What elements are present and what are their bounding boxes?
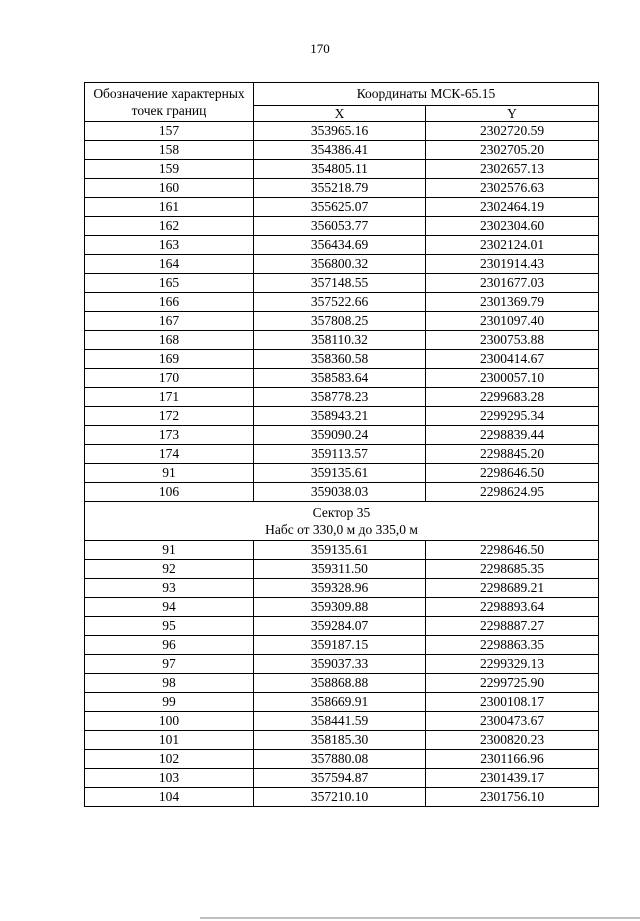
x-coordinate-cell: 356053.77 — [254, 217, 426, 236]
x-column-header: X — [254, 106, 426, 122]
table-row — [85, 483, 599, 502]
y-coordinate-cell: 2301677.03 — [426, 274, 599, 293]
y-coordinate-cell: 2298624.95 — [426, 483, 599, 502]
x-coordinate-cell: 359113.57 — [254, 445, 426, 464]
point-cell: 169 — [85, 350, 254, 369]
table-row — [85, 693, 599, 712]
y-coordinate-cell: 2298863.35 — [426, 636, 599, 655]
x-coordinate-cell: 357210.10 — [254, 788, 426, 807]
table-row — [85, 274, 599, 293]
x-coordinate-cell: 358943.21 — [254, 407, 426, 426]
point-cell: 97 — [85, 655, 254, 674]
point-cell: 99 — [85, 693, 254, 712]
sector-row — [85, 502, 599, 541]
table-row — [85, 788, 599, 807]
x-coordinate-cell: 354805.11 — [254, 160, 426, 179]
table-row — [85, 160, 599, 179]
point-cell: 98 — [85, 674, 254, 693]
x-coordinate-cell: 359328.96 — [254, 579, 426, 598]
point-cell: 93 — [85, 579, 254, 598]
point-cell: 96 — [85, 636, 254, 655]
point-cell: 167 — [85, 312, 254, 331]
table-body-a — [85, 122, 599, 502]
table-row — [85, 636, 599, 655]
y-coordinate-cell: 2302657.13 — [426, 160, 599, 179]
y-coordinate-cell: 2299329.13 — [426, 655, 599, 674]
point-cell: 100 — [85, 712, 254, 731]
sector-title: Сектор 35 — [312, 505, 371, 520]
point-header-line1: Обозначение характерных — [93, 86, 245, 101]
y-coordinate-cell: 2298685.35 — [426, 560, 599, 579]
y-coordinate-cell: 2302124.01 — [426, 236, 599, 255]
point-cell: 163 — [85, 236, 254, 255]
table-row — [85, 731, 599, 750]
table-row — [85, 445, 599, 464]
table-row — [85, 198, 599, 217]
point-cell: 101 — [85, 731, 254, 750]
y-coordinate-cell: 2298689.21 — [426, 579, 599, 598]
y-coordinate-cell: 2302304.60 — [426, 217, 599, 236]
point-cell: 91 — [85, 464, 254, 483]
y-coordinate-cell: 2302464.19 — [426, 198, 599, 217]
table-row — [85, 598, 599, 617]
table-row — [85, 217, 599, 236]
y-coordinate-cell: 2298839.44 — [426, 426, 599, 445]
table-row — [85, 293, 599, 312]
x-coordinate-cell: 359187.15 — [254, 636, 426, 655]
table-row — [85, 426, 599, 445]
point-cell: 165 — [85, 274, 254, 293]
header-row — [85, 83, 599, 106]
point-cell: 104 — [85, 788, 254, 807]
point-cell: 159 — [85, 160, 254, 179]
point-cell: 172 — [85, 407, 254, 426]
y-coordinate-cell: 2302720.59 — [426, 122, 599, 141]
y-column-header: Y — [426, 106, 599, 122]
table-row — [85, 312, 599, 331]
x-coordinate-cell: 359037.33 — [254, 655, 426, 674]
y-coordinate-cell: 2302576.63 — [426, 179, 599, 198]
table-row — [85, 255, 599, 274]
x-coordinate-cell: 357880.08 — [254, 750, 426, 769]
y-coordinate-cell: 2301756.10 — [426, 788, 599, 807]
point-cell: 164 — [85, 255, 254, 274]
table-row — [85, 617, 599, 636]
scan-edge-line — [200, 917, 640, 919]
table-row — [85, 331, 599, 350]
point-cell: 103 — [85, 769, 254, 788]
table-row — [85, 769, 599, 788]
table-row — [85, 655, 599, 674]
point-cell: 158 — [85, 141, 254, 160]
x-coordinate-cell: 359309.88 — [254, 598, 426, 617]
table-row — [85, 236, 599, 255]
x-coordinate-cell: 358110.32 — [254, 331, 426, 350]
table-row — [85, 750, 599, 769]
table-row — [85, 579, 599, 598]
x-coordinate-cell: 358868.88 — [254, 674, 426, 693]
point-cell: 161 — [85, 198, 254, 217]
y-coordinate-cell: 2299725.90 — [426, 674, 599, 693]
sector-section — [85, 502, 599, 541]
sector-cell — [85, 502, 599, 541]
table-row — [85, 541, 599, 560]
x-coordinate-cell: 358778.23 — [254, 388, 426, 407]
table-row — [85, 464, 599, 483]
table-row — [85, 122, 599, 141]
y-coordinate-cell: 2299295.34 — [426, 407, 599, 426]
point-cell: 102 — [85, 750, 254, 769]
x-coordinate-cell: 356434.69 — [254, 236, 426, 255]
y-coordinate-cell: 2300473.67 — [426, 712, 599, 731]
x-coordinate-cell: 357594.87 — [254, 769, 426, 788]
point-cell: 92 — [85, 560, 254, 579]
x-coordinate-cell: 354386.41 — [254, 141, 426, 160]
point-cell: 166 — [85, 293, 254, 312]
table-row — [85, 369, 599, 388]
x-coordinate-cell: 355218.79 — [254, 179, 426, 198]
x-coordinate-cell: 357808.25 — [254, 312, 426, 331]
sector-subtitle: Набс от 330,0 м до 335,0 м — [265, 522, 418, 537]
y-coordinate-cell: 2298646.50 — [426, 464, 599, 483]
table-body-b — [85, 541, 599, 807]
y-coordinate-cell: 2300753.88 — [426, 331, 599, 350]
y-coordinate-cell: 2300057.10 — [426, 369, 599, 388]
x-coordinate-cell: 358669.91 — [254, 693, 426, 712]
point-cell: 170 — [85, 369, 254, 388]
point-cell: 94 — [85, 598, 254, 617]
y-coordinate-cell: 2301166.96 — [426, 750, 599, 769]
table-row — [85, 407, 599, 426]
x-coordinate-cell: 357522.66 — [254, 293, 426, 312]
x-coordinate-cell: 358583.64 — [254, 369, 426, 388]
point-cell: 168 — [85, 331, 254, 350]
table-row — [85, 560, 599, 579]
y-coordinate-cell: 2300108.17 — [426, 693, 599, 712]
y-coordinate-cell: 2299683.28 — [426, 388, 599, 407]
x-coordinate-cell: 359311.50 — [254, 560, 426, 579]
point-cell: 91 — [85, 541, 254, 560]
point-cell: 157 — [85, 122, 254, 141]
table-row — [85, 179, 599, 198]
point-cell: 162 — [85, 217, 254, 236]
x-coordinate-cell: 359135.61 — [254, 541, 426, 560]
y-coordinate-cell: 2298646.50 — [426, 541, 599, 560]
point-cell: 174 — [85, 445, 254, 464]
x-coordinate-cell: 359038.03 — [254, 483, 426, 502]
point-column-header — [85, 83, 254, 122]
y-coordinate-cell: 2300414.67 — [426, 350, 599, 369]
x-coordinate-cell: 358441.59 — [254, 712, 426, 731]
x-coordinate-cell: 357148.55 — [254, 274, 426, 293]
x-coordinate-cell: 358360.58 — [254, 350, 426, 369]
y-coordinate-cell: 2302705.20 — [426, 141, 599, 160]
x-coordinate-cell: 359090.24 — [254, 426, 426, 445]
point-cell: 95 — [85, 617, 254, 636]
table-row — [85, 388, 599, 407]
x-coordinate-cell: 355625.07 — [254, 198, 426, 217]
x-coordinate-cell: 358185.30 — [254, 731, 426, 750]
x-coordinate-cell: 353965.16 — [254, 122, 426, 141]
table-row — [85, 350, 599, 369]
x-coordinate-cell: 356800.32 — [254, 255, 426, 274]
table-row — [85, 712, 599, 731]
point-cell: 160 — [85, 179, 254, 198]
x-coordinate-cell: 359284.07 — [254, 617, 426, 636]
point-cell: 173 — [85, 426, 254, 445]
coordinates-header: Координаты МСК-65.15 — [254, 83, 599, 106]
table-row — [85, 141, 599, 160]
y-coordinate-cell: 2301439.17 — [426, 769, 599, 788]
y-coordinate-cell: 2301914.43 — [426, 255, 599, 274]
point-cell: 106 — [85, 483, 254, 502]
y-coordinate-cell: 2298893.64 — [426, 598, 599, 617]
x-coordinate-cell: 359135.61 — [254, 464, 426, 483]
table-header — [85, 83, 599, 122]
y-coordinate-cell: 2300820.23 — [426, 731, 599, 750]
y-coordinate-cell: 2298845.20 — [426, 445, 599, 464]
point-header-line2: точек границ — [131, 103, 207, 118]
table-row — [85, 674, 599, 693]
coordinates-table — [84, 82, 599, 807]
point-cell: 171 — [85, 388, 254, 407]
y-coordinate-cell: 2298887.27 — [426, 617, 599, 636]
y-coordinate-cell: 2301369.79 — [426, 293, 599, 312]
y-coordinate-cell: 2301097.40 — [426, 312, 599, 331]
page-number: 170 — [310, 41, 330, 56]
